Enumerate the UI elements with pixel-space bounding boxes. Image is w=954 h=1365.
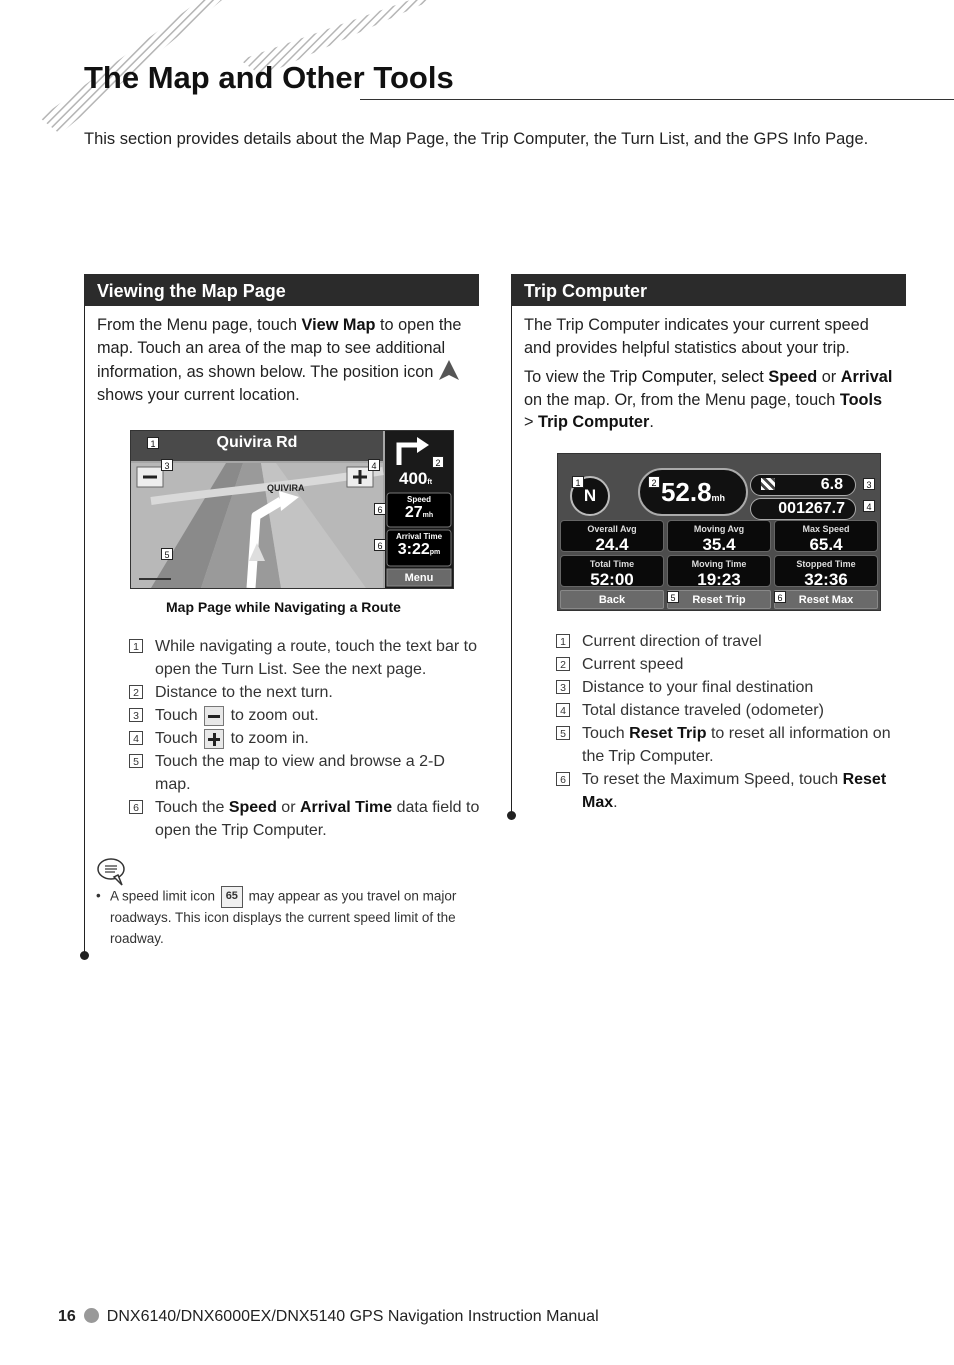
note-text-run: may appear as you travel on major roadways. This icon displays the current speed limit of the roadway. [110, 888, 457, 946]
zoom-in-icon [204, 729, 224, 749]
compass-dial: N [570, 476, 610, 516]
item-text: To reset the Maximum Speed, touch [582, 771, 843, 788]
callout-6: 6 [774, 591, 786, 603]
page-title: The Map and Other Tools [84, 60, 454, 95]
menu-button[interactable]: Menu [404, 572, 434, 584]
moving-time-value: 19:23 [697, 570, 741, 589]
item-number: 2 [556, 657, 570, 671]
page-footer [58, 1308, 599, 1326]
speed-field-value-line [387, 504, 451, 525]
section-heading-map-page: Viewing the Map Page [84, 274, 479, 306]
turn-distance[interactable] [399, 469, 432, 489]
arrival-time-value: 3:22 [397, 541, 430, 558]
map-callout-list [129, 635, 481, 842]
item-text: Touch [582, 725, 630, 742]
page-number: 16 [58, 1308, 76, 1325]
list-item [556, 653, 912, 676]
callout-5: 5 [667, 591, 679, 603]
position-icon [438, 359, 460, 381]
list-item [129, 796, 481, 842]
item-text-bold: Reset Max [582, 771, 887, 811]
note-icon [96, 856, 128, 886]
callout-3: 3 [161, 459, 173, 471]
item-number: 4 [556, 703, 570, 717]
list-item [556, 699, 912, 722]
title-rule [360, 99, 954, 100]
trip-computer-howto [524, 366, 894, 434]
destination-distance-value: 6.8 [820, 476, 843, 493]
arrival-time-value-line [387, 541, 451, 562]
overall-avg-label: Overall Avg [587, 524, 637, 534]
current-speed-unit: mh [711, 493, 726, 503]
stopped-time-label: Stopped Time [796, 559, 856, 569]
text-run: on the map. Or, from the Menu page, touch [524, 390, 840, 409]
callout-6a: 6 [374, 503, 386, 515]
text-run-bold: Tools [839, 390, 883, 409]
text-run-bold: View Map [301, 316, 376, 334]
item-text: Touch the [155, 799, 229, 816]
stopped-time-field [774, 555, 878, 587]
list-item [556, 722, 912, 768]
speed-limit-icon: 65 [221, 886, 243, 908]
text-run-bold: Speed [768, 368, 818, 386]
item-text-bold: Arrival Time [299, 799, 393, 816]
callout-4: 4 [863, 500, 875, 512]
item-text-bold: Speed [228, 799, 277, 816]
callout-1: 1 [147, 437, 159, 449]
callout-4: 4 [368, 459, 380, 471]
text-run: > [524, 413, 539, 431]
moving-avg-label: Moving Avg [693, 524, 745, 534]
right-column-end-dot [507, 811, 516, 820]
intro-text: This section provides details about the Map Page, the Trip Computer, the Turn List, and the GPS Info Page. [84, 130, 869, 148]
list-item [556, 676, 912, 699]
list-item [129, 635, 481, 681]
item-text: or [276, 799, 300, 816]
max-speed-field [774, 520, 878, 552]
moving-avg-value: 35.4 [702, 535, 736, 554]
speed-field-unit: mh [422, 512, 434, 519]
item-text: Distance to your final destination [582, 679, 814, 696]
speed-field-label: Speed [406, 495, 431, 504]
item-number: 1 [556, 634, 570, 648]
callout-2: 2 [648, 476, 660, 488]
current-speed-value: 52.8 [660, 477, 712, 507]
item-number: 6 [556, 772, 570, 786]
note-body [96, 886, 481, 949]
item-text: . [613, 794, 618, 811]
item-text: Total distance traveled (odometer) [582, 702, 824, 719]
reset-trip-button[interactable]: Reset Trip [667, 590, 771, 609]
callout-1: 1 [572, 476, 584, 488]
checkered-flag-icon [761, 478, 775, 490]
trip-computer-screenshot [557, 453, 881, 611]
speed-field[interactable] [387, 495, 451, 525]
note-text-run: A speed limit icon [110, 888, 219, 904]
moving-time-label: Moving Time [691, 559, 747, 569]
list-item [129, 727, 481, 750]
text-run-bold: Arrival [840, 368, 893, 386]
trip-callout-list [556, 630, 912, 814]
arrival-time-unit: pm [429, 549, 441, 556]
text-run: To view the [524, 368, 610, 386]
zoom-out-icon [204, 706, 224, 726]
item-text: Current speed [582, 656, 684, 673]
item-text: Touch the map to view and browse a 2-D map. [155, 753, 445, 793]
item-number: 6 [129, 800, 143, 814]
text-run-bold: Trip Computer [538, 413, 650, 431]
item-number: 5 [129, 754, 143, 768]
item-text: While navigating a route, touch the text bar to open the Turn List. See the next page. [155, 638, 477, 678]
list-item [556, 768, 912, 814]
total-time-value: 52:00 [590, 570, 634, 589]
odometer-display: 001267.7 [750, 498, 856, 520]
text-run: Trip Computer, select [609, 368, 769, 386]
figure-caption: Map Page while Navigating a Route [166, 599, 401, 615]
text-run: . [649, 413, 654, 431]
list-item [129, 704, 481, 727]
item-text: Current direction of travel [582, 633, 762, 650]
turn-distance-unit: ft [427, 479, 433, 486]
overall-avg-field [560, 520, 664, 552]
max-speed-label: Max Speed [802, 524, 850, 534]
left-column-rule [84, 306, 85, 954]
item-number: 3 [129, 708, 143, 722]
trip-computer-intro: The Trip Computer indicates your current speed and provides helpful statistics about your trip. [524, 316, 869, 357]
callout-5: 5 [161, 548, 173, 560]
street-name-bar[interactable]: Quivira Rd [216, 434, 298, 451]
callout-6b: 6 [374, 539, 386, 551]
overall-avg-value: 24.4 [595, 535, 629, 554]
item-number: 5 [556, 726, 570, 740]
note-text [96, 886, 481, 949]
footer-dot-icon [84, 1308, 99, 1323]
turn-distance-value: 400 [399, 469, 428, 488]
item-number: 3 [556, 680, 570, 694]
max-speed-value: 65.4 [809, 535, 843, 554]
total-time-label: Total Time [589, 559, 635, 569]
item-number: 1 [129, 639, 143, 653]
stopped-time-value: 32:36 [804, 570, 848, 589]
arrival-time-field[interactable] [387, 532, 451, 562]
item-text: Distance to the next turn. [155, 684, 333, 701]
left-column-end-dot [80, 951, 89, 960]
item-text: to zoom out. [226, 707, 319, 724]
item-number: 4 [129, 731, 143, 745]
total-time-field [560, 555, 664, 587]
callout-3: 3 [863, 478, 875, 490]
list-item [129, 681, 481, 704]
item-number: 2 [129, 685, 143, 699]
moving-time-field [667, 555, 771, 587]
callout-2: 2 [432, 456, 444, 468]
section-heading-trip-computer: Trip Computer [511, 274, 906, 306]
right-column-rule [511, 306, 512, 814]
arrival-time-label: Arrival Time [395, 532, 443, 541]
item-text: to reset all information on the Trip Computer. [582, 725, 891, 765]
destination-distance-display [750, 474, 856, 496]
list-item [556, 630, 912, 653]
list-item [129, 750, 481, 796]
text-run: to open the map. Touch an area of the map to see additional information, as shown below. The position icon [97, 316, 462, 381]
item-text: Touch [155, 730, 203, 747]
moving-avg-field [667, 520, 771, 552]
item-text: data field to open the Trip Computer. [155, 799, 480, 839]
note-bullet: • [96, 888, 101, 903]
map-page-intro [97, 314, 467, 406]
map-street-label: QUIVIRA [267, 483, 305, 493]
reset-max-button[interactable]: Reset Max [774, 590, 878, 609]
item-text: Touch [155, 707, 203, 724]
item-text-bold: Reset Trip [629, 725, 707, 742]
text-run: or [817, 368, 841, 386]
speed-field-value: 27 [404, 504, 423, 521]
back-button[interactable]: Back [560, 590, 664, 609]
map-page-screenshot [130, 430, 454, 589]
item-text: to zoom in. [226, 730, 309, 747]
text-run: From the Menu page, touch [97, 316, 302, 334]
manual-title: DNX6140/DNX6000EX/DNX5140 GPS Navigation Instruction Manual [106, 1308, 599, 1325]
text-run: shows your current location. [97, 385, 300, 404]
